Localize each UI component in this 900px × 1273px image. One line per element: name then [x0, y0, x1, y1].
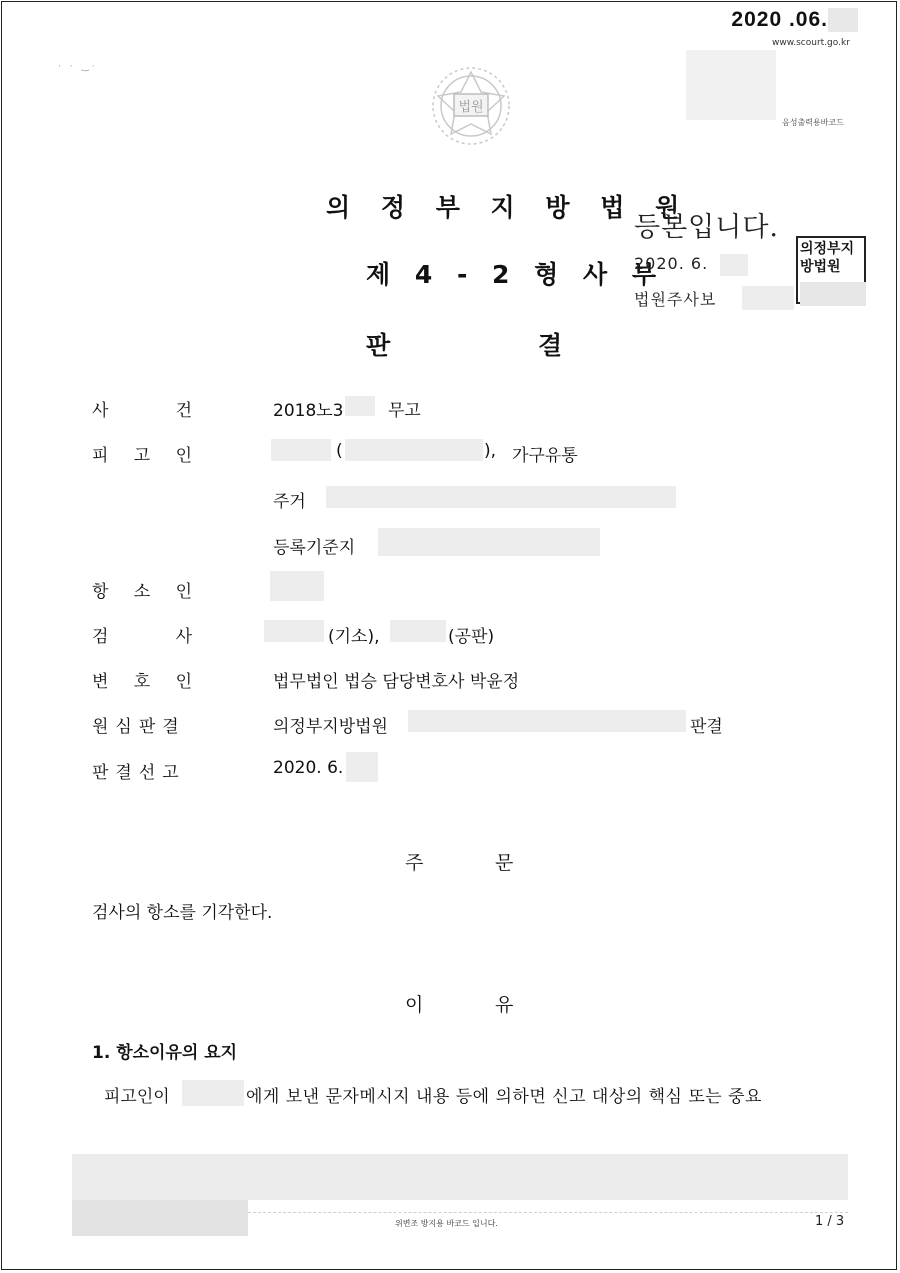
redacted-prosecutor-2 — [390, 620, 446, 642]
reasons-title-b: 유 — [495, 994, 514, 1016]
defendant-paren-close: ), — [484, 441, 497, 461]
division-name: 제 4 - 2 형 사 부 — [366, 260, 664, 289]
case-number: 2018노3 — [273, 401, 344, 421]
prosecutor-indictment: (기소), — [328, 627, 380, 647]
counsel-name: 법무법인 법승 담당변호사 박윤정 — [273, 672, 520, 692]
court-emblem-icon — [424, 62, 518, 150]
page-number: 1 / 3 — [815, 1214, 845, 1229]
label-original-judgment: 원심판결 — [92, 717, 186, 737]
label-counsel: 변 호 인 — [92, 672, 192, 692]
anti-forgery-barcode-tail — [72, 1200, 248, 1236]
label-residence: 주거 — [273, 492, 306, 512]
original-court: 의정부지방법원 — [273, 717, 388, 737]
clerk-title: 법원주사보 — [634, 290, 717, 309]
redacted-certified-day — [720, 254, 748, 276]
label-case: 사 건 — [92, 401, 192, 421]
order-text: 검사의 항소를 기각한다. — [92, 903, 273, 923]
redacted-judgment-day — [346, 752, 378, 782]
original-judgment-suffix: 판결 — [690, 717, 723, 737]
redacted-print-day — [828, 8, 858, 32]
redacted-case-number — [345, 396, 375, 416]
footer-caption: 위변조 방지용 바코드 입니다. — [395, 1219, 498, 1228]
title-char-a: 판 — [366, 331, 391, 360]
prosecutor-trial: (공판) — [448, 627, 495, 647]
redacted-prosecutor-1 — [264, 620, 324, 642]
redacted-defendant-name — [271, 439, 331, 461]
defendant-paren-open: ( — [336, 441, 343, 461]
print-date: 2020 .06. — [731, 8, 828, 31]
label-judgment-date: 판결선고 — [92, 763, 186, 783]
judgment-date: 2020. 6. — [273, 758, 344, 778]
reasons-heading: 1. 항소이유의 요지 — [92, 1043, 238, 1063]
court-name: 의 정 부 지 방 법 원 — [326, 193, 691, 222]
redacted-recipient — [182, 1080, 244, 1106]
redacted-original-case — [408, 710, 686, 732]
redacted-defendant-id — [345, 439, 483, 461]
reasons-title-a: 이 — [405, 994, 424, 1016]
certified-copy-stamp: 등본입니다. — [634, 212, 779, 243]
redacted-seal-part — [800, 282, 866, 306]
reasons-para-start: 피고인이 — [104, 1087, 170, 1107]
defendant-occupation: 가구유통 — [512, 446, 578, 466]
redacted-appellant — [270, 571, 324, 601]
site-url: www.scourt.go.kr — [772, 38, 850, 48]
anti-forgery-barcode — [72, 1154, 848, 1200]
label-defendant: 피 고 인 — [92, 446, 192, 466]
order-title-a: 주 — [405, 852, 424, 874]
redacted-clerk-name — [742, 286, 794, 310]
redacted-residence — [326, 486, 676, 508]
reasons-para-rest: 에게 보낸 문자메시지 내용 등에 의하면 신고 대상의 핵심 또는 중요 — [246, 1087, 762, 1107]
label-appellant: 항 소 인 — [92, 582, 192, 602]
certified-date: 2020. 6. — [634, 254, 709, 273]
case-name: 무고 — [388, 401, 421, 421]
label-prosecutor: 검 사 — [92, 627, 192, 647]
barcode-caption: 음성출력용바코드 — [782, 118, 844, 127]
order-title-b: 문 — [495, 852, 514, 874]
document-title — [366, 326, 563, 362]
title-char-b: 결 — [538, 331, 563, 360]
redacted-registered-domicile — [378, 528, 600, 556]
label-registered-domicile: 등록기준지 — [273, 538, 356, 558]
voice-barcode — [686, 50, 776, 120]
emblem-label: 법원 — [458, 100, 484, 115]
court-clerk-seal: 의정부지방법원 — [796, 236, 866, 304]
scan-smudge: · · ‿· — [58, 62, 98, 72]
footer-divider — [248, 1212, 848, 1213]
